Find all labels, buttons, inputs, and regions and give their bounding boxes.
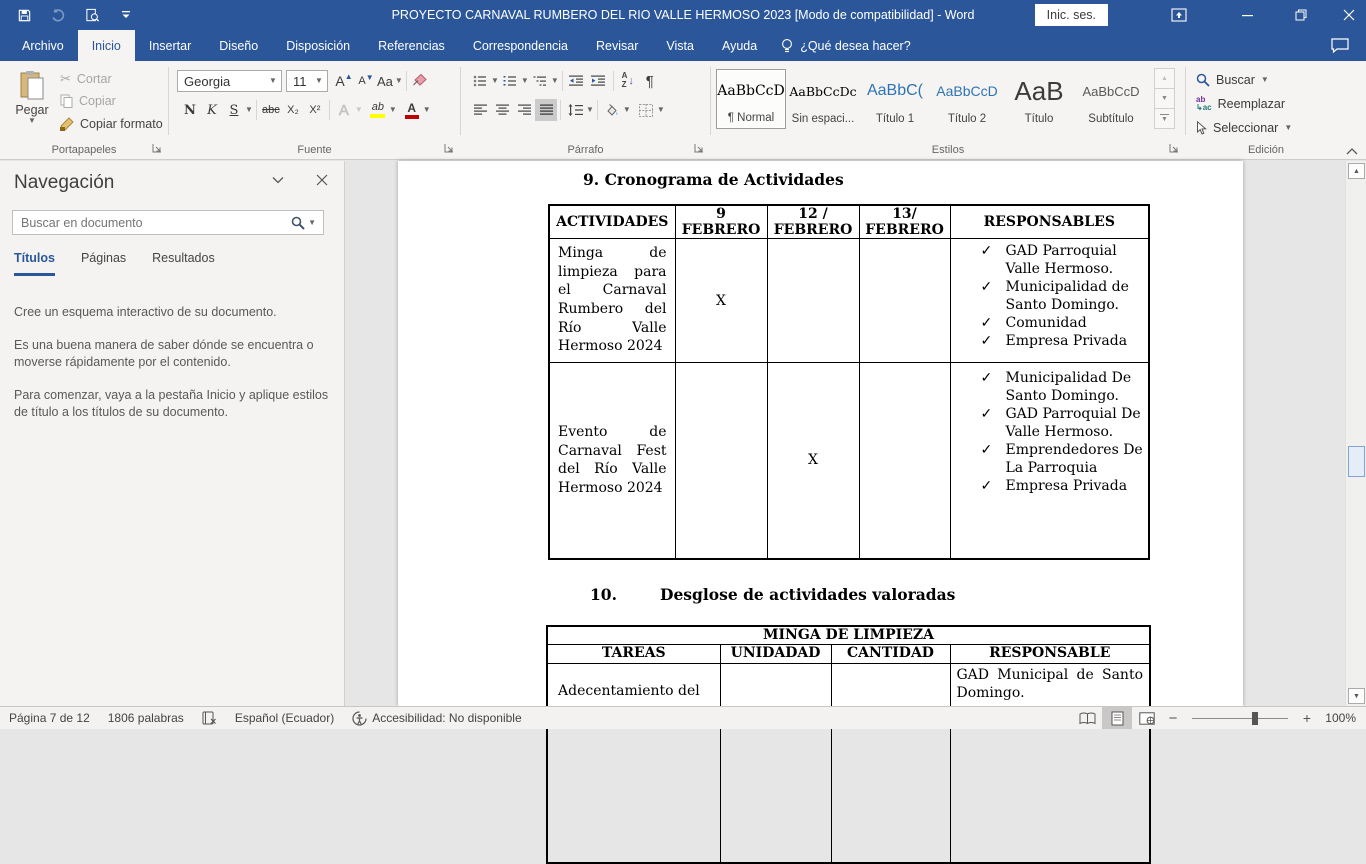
format-painter-icon xyxy=(60,117,74,131)
activity-cell: Minga de limpieza para el Carnaval Rumbero del Río Valle Hermoso 2024 xyxy=(549,239,675,363)
decrease-indent-icon xyxy=(569,75,584,87)
group-edicion xyxy=(1186,61,1346,159)
feb9-cell: X xyxy=(675,239,767,363)
shading-caret-icon[interactable]: ▼ xyxy=(622,105,631,114)
table-row xyxy=(549,239,1149,363)
page-indicator[interactable]: Página 7 de 12 xyxy=(9,711,90,725)
responsable-cell: GAD Municipal de Santo Domingo. xyxy=(950,663,1150,863)
align-right-button[interactable] xyxy=(513,99,535,121)
clear-formatting-button[interactable] xyxy=(410,70,432,92)
tab-inicio[interactable]: Inicio xyxy=(78,30,135,61)
header-responsable: RESPONSABLE xyxy=(950,644,1150,663)
sort-button[interactable]: A Z ↓ xyxy=(621,71,634,89)
line-spacing-button[interactable] xyxy=(564,99,586,121)
header-13-febrero: 13/ FEBRERO xyxy=(859,205,950,239)
multilevel-caret-icon[interactable]: ▼ xyxy=(550,76,559,85)
underline-caret-icon[interactable]: ▼ xyxy=(245,105,253,114)
list-item: ✓ Empresa Privada xyxy=(980,332,1128,349)
grow-font-button[interactable]: A ▲ xyxy=(335,71,353,89)
word-count[interactable]: 1806 palabras xyxy=(107,711,184,725)
tarea-cell: Adecentamiento del xyxy=(547,663,720,863)
clipboard-dialog-launcher[interactable] xyxy=(151,142,164,155)
zoom-slider-thumb[interactable] xyxy=(1252,712,1258,725)
group-parrafo xyxy=(461,61,710,159)
font-color-bar xyxy=(405,115,419,119)
zoom-out-button[interactable]: − xyxy=(1168,709,1178,727)
font-size-caret-icon: ▼ xyxy=(315,76,323,85)
format-painter-button[interactable] xyxy=(60,117,163,131)
decrease-indent-button[interactable] xyxy=(566,70,588,92)
text-effects-button[interactable]: A xyxy=(338,101,349,119)
feb12-cell: X xyxy=(767,363,859,559)
font-size-value: 11 xyxy=(293,73,307,89)
comments-button[interactable] xyxy=(1320,30,1360,61)
table-header-row xyxy=(547,644,1150,663)
navtab-titulos[interactable]: Títulos xyxy=(14,251,55,276)
table-header-row xyxy=(549,205,1149,239)
copy-icon xyxy=(60,94,73,108)
justify-button[interactable] xyxy=(535,99,557,121)
paste-button[interactable] xyxy=(10,70,54,136)
style-sin-espaciado[interactable]: AaBbCcDc Sin espaci... xyxy=(789,83,857,125)
list-item: ✓ Municipalidad de Santo Domingo. xyxy=(980,279,1129,313)
feb9-cell xyxy=(675,363,767,559)
status-bar xyxy=(0,706,1366,729)
select-button[interactable]: Seleccionar ▼ xyxy=(1196,117,1292,139)
style-titulo-1[interactable]: AaBbC( Título 1 xyxy=(866,82,924,125)
bold-button[interactable]: N xyxy=(184,102,196,118)
format-painter-label: Copiar formato xyxy=(80,117,163,131)
header-tareas: TAREAS xyxy=(547,644,720,663)
document-area xyxy=(345,161,1366,706)
section-9-heading: 9. Cronograma de Actividades xyxy=(583,170,844,189)
underline-button[interactable]: S xyxy=(229,102,239,118)
restore-button[interactable] xyxy=(1284,0,1318,30)
table-row xyxy=(547,663,1150,863)
styles-scroll-up-button[interactable]: ▲ xyxy=(1154,68,1175,89)
find-caret-icon: ▼ xyxy=(1260,75,1269,84)
font-name-caret-icon: ▼ xyxy=(269,76,277,85)
cursor-arrow-icon xyxy=(1196,121,1207,135)
tab-vista[interactable]: Vista xyxy=(666,38,694,53)
select-caret-icon: ▼ xyxy=(1284,123,1293,132)
proofing-book-icon xyxy=(202,711,217,725)
numbering-caret-icon[interactable]: ▼ xyxy=(520,76,529,85)
group-label-portapapeles: Portapapeles xyxy=(51,144,117,156)
tab-diseno[interactable]: Diseño xyxy=(219,38,259,53)
header-actividades: ACTIVIDADES xyxy=(549,205,675,239)
cut-button[interactable] xyxy=(60,71,112,87)
align-left-button[interactable] xyxy=(469,99,491,121)
proofing-status-button[interactable] xyxy=(193,707,226,729)
search-options-caret-icon[interactable]: ▼ xyxy=(308,217,316,227)
responsables-cell xyxy=(950,363,1149,559)
accessibility-icon xyxy=(352,711,367,726)
tab-correspondencia[interactable]: Correspondencia xyxy=(472,38,569,53)
styles-dialog-launcher[interactable] xyxy=(1168,142,1181,155)
zoom-level[interactable]: 100% xyxy=(1325,711,1356,725)
read-mode-button[interactable] xyxy=(1072,707,1102,729)
paste-label: Pegar xyxy=(15,103,49,117)
superscript-button[interactable]: X² xyxy=(309,104,321,116)
close-button[interactable] xyxy=(1332,0,1366,30)
zoom-in-button[interactable]: + xyxy=(1302,710,1312,726)
increase-indent-button[interactable] xyxy=(588,70,610,92)
shading-button[interactable] xyxy=(601,99,623,121)
group-label-fuente: Fuente xyxy=(297,144,332,156)
navpane-help-paragraph: Cree un esquema interactivo de su documento. xyxy=(14,305,277,319)
paragraph-dialog-launcher[interactable] xyxy=(693,142,706,155)
accessibility-status[interactable]: Accesibilidad: No disponible xyxy=(343,707,530,729)
list-item: ✓ Emprendedores De La Parroquia xyxy=(980,441,1143,476)
paste-caret-icon: ▼ xyxy=(28,116,36,125)
tab-disposicion[interactable]: Disposición xyxy=(286,38,351,53)
eraser-icon xyxy=(413,74,429,88)
tell-me-label: ¿Qué desea hacer? xyxy=(800,38,911,53)
navpane-help-paragraph: Para comenzar, vaya a la pestaña Inicio y aplique estilos de título a los títulos de su documento. xyxy=(14,388,329,420)
show-marks-button[interactable]: ¶ xyxy=(645,72,654,90)
font-name-value: Georgia xyxy=(184,73,231,89)
sign-in-button[interactable]: Inic. ses. xyxy=(1035,4,1108,26)
group-label-estilos: Estilos xyxy=(931,144,965,156)
list-item: ✓ Empresa Privada xyxy=(980,477,1128,494)
multilevel-list-icon xyxy=(533,75,547,87)
lightbulb-icon xyxy=(781,38,793,54)
navpane-close-button[interactable] xyxy=(316,174,328,186)
group-estilos xyxy=(711,61,1185,159)
navigation-pane xyxy=(0,161,345,706)
minimize-button[interactable] xyxy=(1230,0,1264,30)
document-page[interactable] xyxy=(398,161,1243,706)
list-item: ✓ Comunidad xyxy=(980,314,1087,331)
window-title: PROYECTO CARNAVAL RUMBERO DEL RIO VALLE HERMOSO 2023 [Modo de compatibilidad] - Word xyxy=(391,8,975,22)
tab-referencias[interactable]: Referencias xyxy=(378,38,445,53)
navigation-pane-title: Navegación xyxy=(14,172,115,193)
replace-icon: ab ↳ac xyxy=(1196,95,1212,112)
line-spacing-caret-icon[interactable]: ▼ xyxy=(586,105,594,114)
numbering-icon xyxy=(503,75,517,87)
scroll-up-button[interactable]: ▲ xyxy=(1348,163,1365,179)
search-icon xyxy=(1196,73,1210,87)
sort-arrow-icon: ↓ xyxy=(628,75,634,87)
tab-revisar[interactable]: Revisar xyxy=(596,38,639,53)
text-effects-caret-icon: ▼ xyxy=(354,105,363,114)
borders-button[interactable] xyxy=(635,99,657,121)
copy-label: Copiar xyxy=(79,94,116,108)
shrink-font-button[interactable]: A ▼ xyxy=(358,72,374,87)
cut-label: Cortar xyxy=(76,72,112,86)
tab-ayuda[interactable]: Ayuda xyxy=(721,38,758,53)
style-titulo-2[interactable]: AaBbCcD Título 2 xyxy=(936,83,998,125)
style-normal[interactable]: AaBbCcD ¶ Normal xyxy=(716,69,786,129)
font-size-combo[interactable] xyxy=(286,70,328,92)
section-10-heading: Desglose de actividades valoradas xyxy=(660,585,956,604)
zoom-slider[interactable] xyxy=(1192,718,1288,719)
feb12-cell xyxy=(767,239,859,363)
group-label-edicion: Edición xyxy=(1247,144,1285,156)
ribbon xyxy=(0,61,1366,160)
highlight-button[interactable]: ab xyxy=(367,99,389,121)
style-subtitulo[interactable]: AaBbCcD Subtítulo xyxy=(1082,83,1140,125)
search-icon[interactable] xyxy=(291,216,305,230)
scrollbar-thumb[interactable] xyxy=(1348,446,1365,477)
tab-insertar[interactable]: Insertar xyxy=(148,38,192,53)
copy-button[interactable] xyxy=(60,94,116,108)
align-center-button[interactable] xyxy=(491,99,513,121)
navpane-help-paragraph: Es una buena manera de saber dónde se encuentra o moverse rápidamente por el contenido. xyxy=(14,338,314,370)
minga-title-cell: MINGA DE LIMPIEZA xyxy=(547,626,1150,644)
styles-more-button[interactable]: ▼ xyxy=(1154,108,1175,129)
header-unidadad: UNIDADAD xyxy=(720,644,831,663)
highlight-caret-icon[interactable]: ▼ xyxy=(388,105,397,114)
table-row xyxy=(549,363,1149,559)
borders-caret-icon[interactable]: ▼ xyxy=(656,105,665,114)
search-input[interactable] xyxy=(13,216,291,230)
tab-archivo[interactable]: Archivo xyxy=(22,38,64,53)
list-item: ✓ GAD Parroquial De Valle Hermoso. xyxy=(980,406,1141,440)
cronograma-table xyxy=(548,204,1150,560)
header-responsables: RESPONSABLES xyxy=(950,205,1149,239)
tell-me-box[interactable] xyxy=(771,30,921,61)
bullets-button[interactable] xyxy=(469,70,491,92)
title-bar xyxy=(0,0,1366,30)
group-label-parrafo: Párrafo xyxy=(567,144,604,156)
ribbon-display-options-button[interactable] xyxy=(1162,0,1196,30)
web-layout-button[interactable] xyxy=(1132,707,1162,729)
group-fuente xyxy=(169,61,460,159)
subscript-button[interactable]: X₂ xyxy=(287,104,299,116)
ribbon-tab-row xyxy=(0,30,1366,61)
section-10-number: 10. xyxy=(590,585,617,604)
list-item: ✓ GAD Parroquial Valle Hermoso. xyxy=(980,243,1117,278)
increase-indent-icon xyxy=(591,75,606,87)
change-case-button[interactable]: Aa ▼ xyxy=(377,73,403,89)
feb13-cell xyxy=(859,363,950,559)
feb13-cell xyxy=(859,239,950,363)
activity-cell: Evento de Carnaval Fest del Río Valle Hermoso 2024 xyxy=(549,363,675,559)
numbering-button[interactable] xyxy=(499,70,521,92)
table-title-row xyxy=(547,626,1150,644)
italic-button[interactable]: K xyxy=(207,102,217,118)
header-9-febrero: 9 FEBRERO xyxy=(675,205,767,239)
vertical-scrollbar[interactable] xyxy=(1345,161,1366,706)
style-titulo[interactable]: AaB Título xyxy=(1014,75,1064,125)
strikethrough-button[interactable]: abc xyxy=(262,104,280,116)
navtab-resultados[interactable]: Resultados xyxy=(152,251,215,265)
language-indicator[interactable]: Español (Ecuador) xyxy=(234,711,335,725)
bullets-icon xyxy=(473,75,487,87)
scroll-down-button[interactable]: ▼ xyxy=(1348,688,1365,704)
desglose-table xyxy=(546,625,1151,864)
paste-icon xyxy=(19,70,45,100)
collapse-ribbon-button[interactable] xyxy=(1346,147,1358,155)
highlight-color-bar xyxy=(370,114,385,118)
list-item: ✓ Municipalidad De Santo Domingo. xyxy=(980,370,1132,405)
cantidad-cell xyxy=(831,663,950,863)
scissors-icon: ✂ xyxy=(60,71,71,86)
font-dialog-launcher[interactable] xyxy=(443,142,456,155)
header-12-febrero: 12 / FEBRERO xyxy=(767,205,859,239)
navpane-options-button[interactable] xyxy=(272,176,284,184)
unidad-cell xyxy=(720,663,831,863)
navpane-search-box[interactable] xyxy=(12,210,324,235)
font-color-caret-icon[interactable]: ▼ xyxy=(422,105,431,114)
print-layout-button[interactable] xyxy=(1102,707,1132,729)
group-portapapeles xyxy=(0,61,168,159)
font-color-button[interactable]: A xyxy=(401,99,423,121)
bullets-caret-icon[interactable]: ▼ xyxy=(491,76,499,85)
multilevel-list-button[interactable] xyxy=(529,70,551,92)
replace-button[interactable]: ab ↳ac Reemplazar xyxy=(1196,95,1285,112)
font-name-combo[interactable] xyxy=(177,70,282,92)
header-cantidad: CANTIDAD xyxy=(831,644,950,663)
styles-scroll-down-button[interactable]: ▼ xyxy=(1154,88,1175,109)
responsables-cell xyxy=(950,239,1149,363)
find-button[interactable]: Buscar ▼ xyxy=(1196,69,1269,91)
navpane-tabs xyxy=(14,251,215,276)
navtab-paginas[interactable]: Páginas xyxy=(80,251,127,265)
